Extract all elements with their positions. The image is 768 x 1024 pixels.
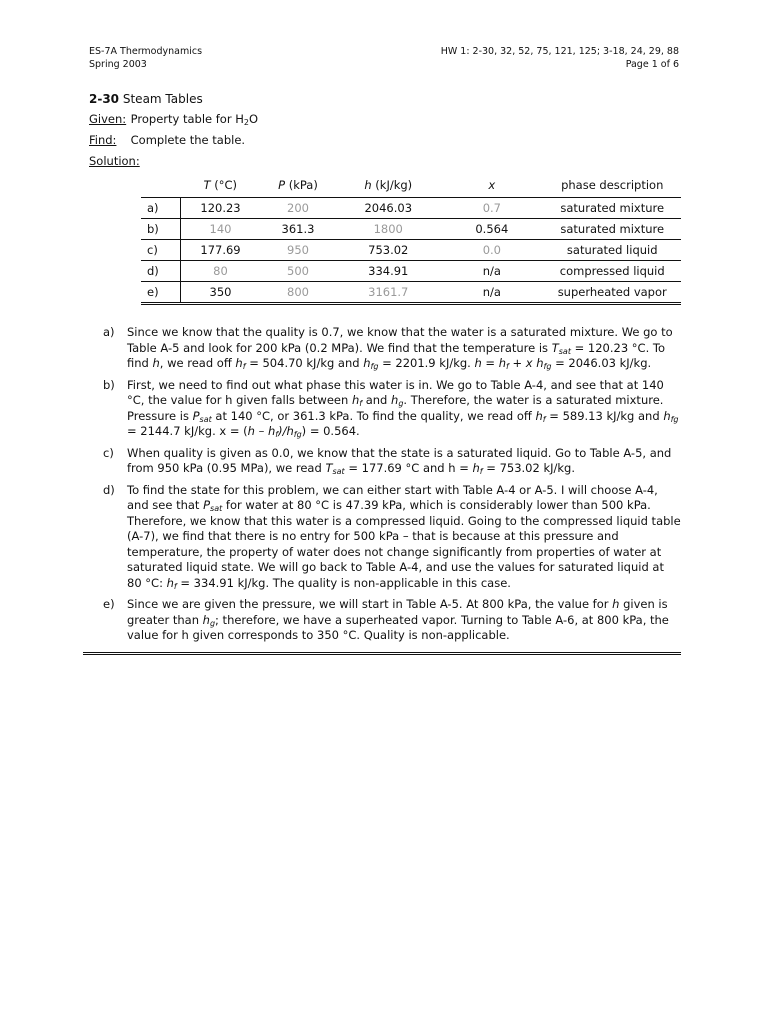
header-pressure: P (kPa) (260, 175, 337, 198)
find-text: Complete the table. (130, 133, 246, 147)
cell-pressure: 500 (260, 261, 337, 282)
table-header-row (141, 175, 681, 198)
header-enthalpy: h (kJ/kg) (336, 175, 440, 198)
cell-phase: saturated mixture (543, 198, 681, 219)
section-divider (83, 652, 681, 655)
answer-label: b) (103, 377, 115, 392)
header-temperature: T (°C) (181, 175, 260, 198)
find-row (89, 133, 681, 148)
row-label: c) (141, 240, 181, 261)
cell-pressure: 361.3 (260, 219, 337, 240)
cell-quality: 0.7 (440, 198, 543, 219)
header-left (89, 45, 202, 71)
answer-b (89, 378, 681, 440)
cell-temperature: 140 (181, 219, 260, 240)
cell-enthalpy: 1800 (336, 219, 440, 240)
cell-temperature: 120.23 (181, 198, 260, 219)
cell-temperature: 177.69 (181, 240, 260, 261)
given-label: Given: (89, 112, 127, 126)
answer-d (89, 483, 681, 592)
answer-list (89, 325, 681, 644)
header-phase: phase description (543, 175, 681, 198)
cell-enthalpy: 753.02 (336, 240, 440, 261)
answer-text: Since we know that the quality is 0.7, we know that the water is a saturated mixture. We go to Table A-5 and look for 200 kPa (0.2 MPa). We find that the temperature is $T_{sat} = 120.23$ °C. To find h, we read off $h_f = 504.70$ kJ/kg and $h_{fg} = 2201.9$ kJ/kg. $h = h_f + x$ $h_{fg} = 2046.03$ kJ/kg. (127, 325, 673, 371)
cell-quality: n/a (440, 261, 543, 282)
problem-number: 2-30 (89, 92, 120, 106)
table-row (141, 198, 681, 219)
cell-phase: saturated mixture (543, 219, 681, 240)
row-label: a) (141, 198, 181, 219)
solution-label: Solution: (89, 154, 140, 168)
cell-pressure: 950 (260, 240, 337, 261)
answer-text: First, we need to find out what phase this water is in. We go to Table A-4, and see that at 140 °C, the value for h given falls between $h_f$ and $h_g$. Therefore, the water is a saturated mixture. Pressure is $P_{sat}$ at 140 °C, or 361.3 kPa. To find the quality, we read off $h_f = 589.13$ kJ/kg and $h_{fg} = 2144.7$ kJ/kg. $x = (h - h_f)/h_{fg}) = 0.564$. (127, 377, 679, 439)
answer-text: To find the state for this problem, we can either start with Table A-4 or A-5. I will choose A-4, and see that $P_{sat}$ for water at 80 °C is 47.39 kPa, which is considerably lower than 500 kPa. Therefore, we know that this water is a compressed liquid. Going to the compressed liquid table (A-7), we find that there is no entry for 500 kPa – that is because at this pressure and temperature, the property of water does not change significantly from properties of water at saturated liquid state. We will go back to Table A-4, and use the values for saturated liquid at 80 °C: $h_f = 334.91$ kJ/kg. The quality is non-applicable in this case. (127, 482, 681, 591)
answer-text: When quality is given as 0.0, we know that the state is a saturated liquid. Go to Table A-5, and from 950 kPa (0.95 MPa), we read $T_{sat} = 177.69$ °C and $h = h_f = 753.02$ kJ/kg. (127, 445, 672, 476)
given-row (89, 112, 681, 127)
row-label: d) (141, 261, 181, 282)
cell-pressure: 200 (260, 198, 337, 219)
answer-text: Since we are given the pressure, we will start in Table A-5. At 800 kPa, the value for h given is greater than $h_g$; therefore, we have a superheated vapor. Turning to Table A-6, at 800 kPa, the value for h given corresponds to 350 °C. Quality is non-applicable. (127, 597, 669, 642)
cell-enthalpy: 334.91 (336, 261, 440, 282)
hw-list: HW 1: 2-30, 32, 52, 75, 121, 125; 3-18, 24, 29, 88 (440, 46, 679, 57)
table-row (141, 282, 681, 304)
problem-title (89, 92, 681, 106)
page-number: Page 1 of 6 (625, 59, 679, 70)
term: Spring 2003 (89, 59, 147, 70)
header-right (441, 45, 679, 71)
header-quality: x (440, 175, 543, 198)
find-label: Find: (89, 133, 117, 147)
cell-enthalpy: 3161.7 (336, 282, 440, 304)
solution-row (89, 154, 681, 169)
answer-label: d) (103, 482, 115, 497)
given-text: Property table for $H_2O$ (130, 112, 259, 127)
cell-enthalpy: 2046.03 (336, 198, 440, 219)
table-row (141, 240, 681, 261)
steam-table (141, 175, 681, 305)
row-label: b) (141, 219, 181, 240)
cell-quality: 0.0 (440, 240, 543, 261)
answer-e (89, 597, 681, 644)
answer-label: c) (103, 445, 114, 460)
cell-pressure: 800 (260, 282, 337, 304)
answer-a (89, 325, 681, 372)
answer-c (89, 446, 681, 477)
cell-phase: superheated vapor (543, 282, 681, 304)
table-row (141, 261, 681, 282)
answer-label: a) (103, 325, 115, 339)
cell-phase: compressed liquid (543, 261, 681, 282)
problem-name: Steam Tables (122, 92, 203, 106)
course-name: ES-7A Thermodynamics (89, 46, 203, 57)
cell-phase: saturated liquid (543, 240, 681, 261)
row-label: e) (141, 282, 181, 304)
table-row (141, 219, 681, 240)
document-body (89, 92, 681, 650)
cell-quality: n/a (440, 282, 543, 304)
answer-label: e) (103, 597, 115, 611)
cell-quality: 0.564 (440, 219, 543, 240)
cell-temperature: 350 (181, 282, 260, 304)
table-header-blank (141, 175, 181, 198)
cell-temperature: 80 (181, 261, 260, 282)
